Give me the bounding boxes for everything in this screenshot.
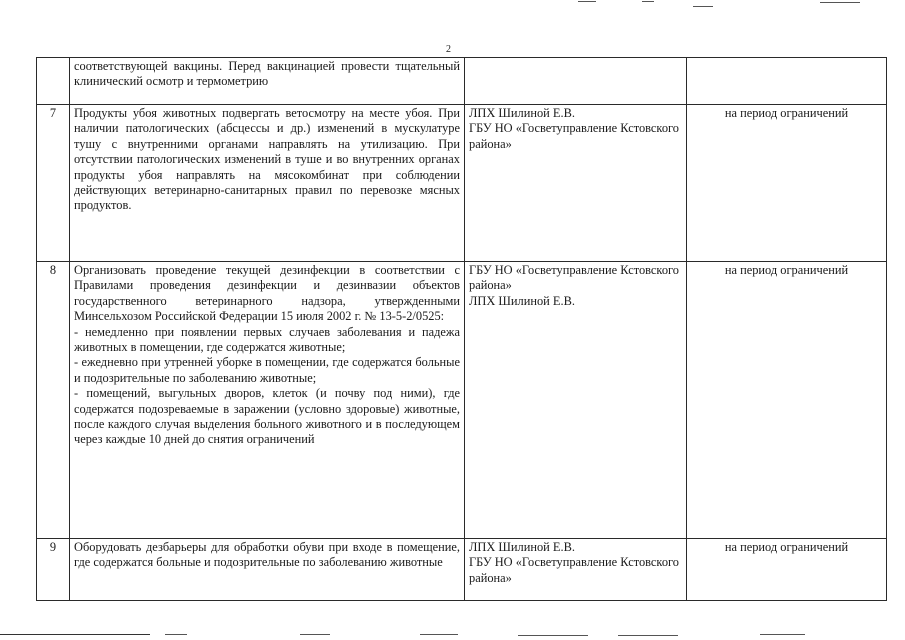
- measure-term: на период ограничений: [687, 105, 887, 262]
- scan-artifact-line: [518, 635, 588, 636]
- row-number: [37, 58, 70, 105]
- scan-artifact-line: [300, 634, 330, 635]
- scan-artifact-line: [618, 635, 678, 636]
- measures-table: [36, 57, 887, 601]
- responsible-parties: [465, 539, 687, 601]
- measure-paragraph: - немедленно при появлении первых случаев заболевания и падежа животных в помещении, где содержатся животные;: [74, 324, 460, 355]
- responsible-party: ЛПХ Шилиной Е.В.: [469, 540, 575, 554]
- responsible-party: ЛПХ Шилиной Е.В.: [469, 106, 575, 120]
- table-row: [37, 262, 887, 539]
- scan-artifact-line: [642, 1, 654, 2]
- measure-term: на период ограничений: [687, 262, 887, 539]
- responsible-party: ЛПХ Шилиной Е.В.: [469, 293, 575, 308]
- measure-term: [687, 58, 887, 105]
- scan-artifact-line: [693, 6, 713, 7]
- row-number: 8: [37, 262, 70, 539]
- responsible-party: ГБУ НО «Госветуправление Кстовского района»: [469, 263, 679, 293]
- measure-description: [70, 539, 465, 601]
- responsible-parties: [465, 58, 687, 105]
- row-number: 9: [37, 539, 70, 601]
- measure-description: [70, 105, 465, 262]
- measure-paragraph: Оборудовать дезбарьеры для обработки обуви при входе в помещение, где содержатся больные и подозрительные по заболеванию животные: [74, 540, 460, 570]
- measure-description: [70, 58, 465, 105]
- measure-paragraph: - ежедневно при утренней уборке в помещении, где содержатся больные и подозрительные по заболеванию животные;: [74, 355, 460, 385]
- scan-artifact-line: [165, 634, 187, 635]
- measure-paragraph: Организовать проведение текущей дезинфекции в соответствии с Правилами проведения дезинфекции и дезинвазии объектов государственного ветеринарного надзора, утвержденными Минсельхозом Российской Федерации 15 июля 2002 г. № 13-5-2/0525:: [74, 263, 460, 324]
- measure-description: [70, 262, 465, 539]
- table-row-continuation: [37, 58, 887, 105]
- responsible-parties: [465, 105, 687, 262]
- row-number: 7: [37, 105, 70, 262]
- scan-artifact-line: [0, 634, 150, 635]
- measure-paragraph: Продукты убоя животных подвергать ветосмотру на месте убоя. При наличии патологических (абсцессы и др.) изменений в мускулатуре тушу с внутренними органами направлять на утилизацию. При отсутствии патологических изменений в туше и во внутренних органах продукты убоя направлять на мясокомбинат при соблюдении действующих ветеринарно-санитарных правил по перевозке мясных продуктов.: [74, 106, 460, 213]
- scan-artifact-line: [820, 2, 860, 3]
- table-row: [37, 539, 887, 601]
- table-row: [37, 105, 887, 262]
- scan-artifact-line: [578, 1, 596, 2]
- measure-paragraph: - помещений, выгульных дворов, клеток (и почву под ними), где содержатся подозреваемые в заражении (условно здоровые) животные, после каждого случая выделения больного животного и в последующем через каждые 10 дней до снятия ограничений: [74, 386, 460, 447]
- responsible-party: ГБУ НО «Госветуправление Кстовского района»: [469, 121, 679, 151]
- responsible-party: ГБУ НО «Госветуправление Кстовского района»: [469, 555, 679, 585]
- page-number: 2: [446, 44, 451, 55]
- measure-term: на период ограничений: [687, 539, 887, 601]
- scan-artifact-line: [420, 634, 458, 635]
- scan-artifact-line: [760, 634, 805, 635]
- measure-paragraph: соответствующей вакцины. Перед вакцинацией провести тщательный клинический осмотр и термометрию: [74, 59, 460, 89]
- responsible-parties: [465, 262, 687, 539]
